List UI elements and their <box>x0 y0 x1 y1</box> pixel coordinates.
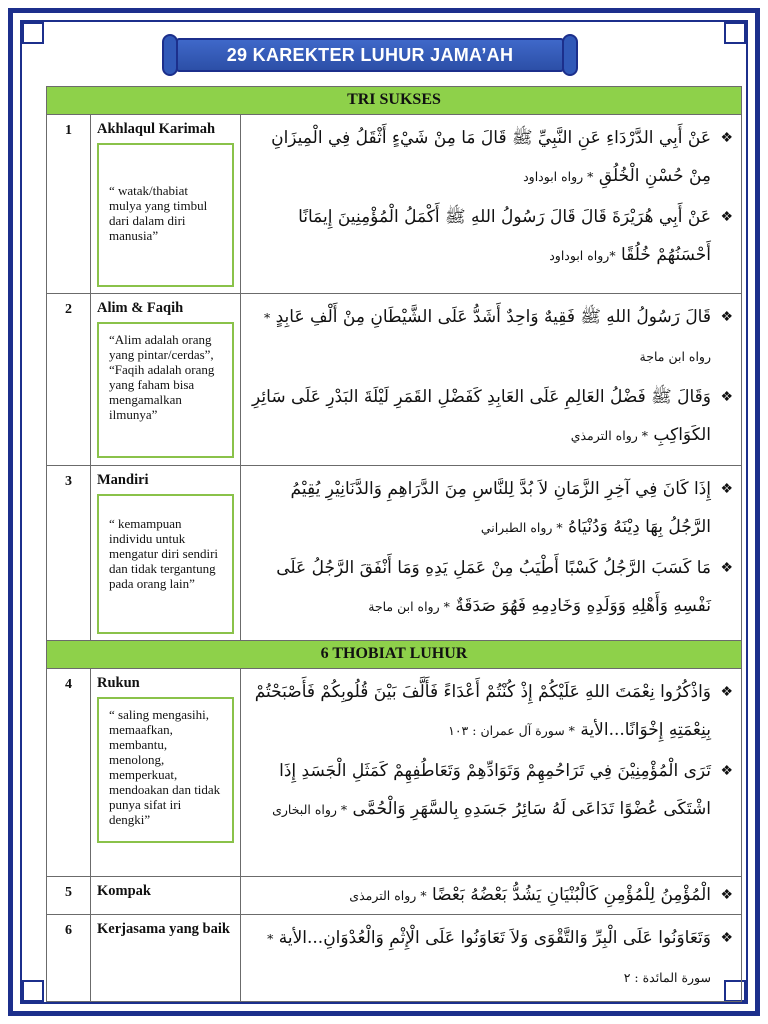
hadith-text: تَرَى الْمُؤْمِنِيْنَ فِي تَرَاحُمِهِمْ وَتَوَادِّهِمْ وَتَعَاطُفِهِمْ كَمَثَلِ الْجَسَدِ إِذَا اشْتَكَى عُضْوًا تَدَاعَى لَهُ سَائِرُ جَسَدِهِ بِالسَّهَرِ وَالْحُمَّى <box>279 761 711 819</box>
definition-box <box>97 143 234 287</box>
corner-ornament <box>22 980 44 1002</box>
hadith-item <box>249 673 733 750</box>
diamond-bullet-icon: ❖ <box>720 209 733 225</box>
definition-text: “ saling mengasihi, memaafkan, membantu, menolong, memperkuat, mendoakan dan tidak punya sifat iri dengki” <box>109 707 221 827</box>
trait-cell <box>91 115 241 294</box>
table-row <box>47 294 742 466</box>
table-row <box>47 466 742 641</box>
definition-box <box>97 697 234 843</box>
hadith-text: وَقَالَ ﷺ فَضْلُ العَالِمِ عَلَى العَابِدِ كَفَضْلِ القَمَرِ لَيْلَةَ البَدْرِ عَلَى سَائِرِ الكَوَاكِبِ <box>252 387 711 445</box>
hadith-item <box>249 881 733 910</box>
diamond-bullet-icon: ❖ <box>720 930 733 946</box>
page-title: 29 KAREKTER LUHUR JAMA’AH <box>176 38 564 72</box>
hadith-text: عَنْ أَبِي هُرَيْرَةَ قَالَ قَالَ رَسُولُ اللهِ ﷺ أَكْمَلُ الْمُؤْمِنِينَ إِيمَانًا أَحْسَنُهُمْ خُلُقًا <box>298 207 711 265</box>
trait-cell <box>91 294 241 466</box>
hadith-cell <box>241 115 742 294</box>
hadith-item <box>249 549 733 626</box>
hadith-text: الْمُؤْمِنُ لِلْمُؤْمِنِ كَالْبُنْيَانِ يَشُدُّ بَعْضُهُ بَعْضًا <box>431 885 711 905</box>
definition-text: “ kemampuan individu untuk mengatur diri sendiri dan tidak tergantung pada orang lain” <box>109 516 219 591</box>
table-row <box>47 115 742 294</box>
hadith-text: إِذَا كَانَ فِي آخِرِ الزَّمَانِ لاَ بُدَّ لِلنَّاسِ مِنَ الدَّرَاهِمِ وَالدَّنَانِيْرِ يُقِيْمُ الرَّجُلُ بِهَا دِيْنَهُ وَدُنْيَاهُ <box>290 479 711 537</box>
hadith-source: * رواه ابوداود <box>523 169 594 184</box>
row-number: 2 <box>47 294 91 466</box>
hadith-text: عَنْ أَبِي الدَّرْدَاءِ عَنِ النَّبِيِّ ﷺ قَالَ مَا مِنْ شَيْءٍ أَثْقَلُ فِي الْمِيزَانِ مِنْ حُسْنِ الْخُلُقِ <box>271 128 711 186</box>
hadith-source: * سورة آل عمران : ١٠٣ <box>448 723 575 738</box>
hadith-item <box>249 752 733 829</box>
diamond-bullet-icon: ❖ <box>720 130 733 146</box>
hadith-source: * سورة المائدة : ٢ <box>267 931 711 985</box>
trait-name: Akhlaqul Karimah <box>97 121 216 137</box>
title-banner <box>162 34 578 78</box>
hadith-item <box>249 919 733 997</box>
row-number: 1 <box>47 115 91 294</box>
section-header <box>47 641 742 669</box>
character-table <box>46 86 742 1002</box>
hadith-source: * رواه البخارى <box>272 802 348 817</box>
trait-name: Kerjasama yang baik <box>97 921 230 937</box>
hadith-item <box>249 298 733 376</box>
hadith-text: قَالَ رَسُولُ اللهِ ﷺ فَقِيهٌ وَاحِدٌ أَشَدُّ عَلَى الشَّيْطَانِ مِنْ أَلْفِ عَابِدٍ <box>275 307 711 327</box>
diamond-bullet-icon: ❖ <box>720 309 733 325</box>
section-title: 6 THOBIAT LUHUR <box>47 641 742 669</box>
trait-name: Mandiri <box>97 472 149 488</box>
hadith-source: * رواه الترمذي <box>570 428 648 443</box>
trait-cell <box>91 466 241 641</box>
section-header <box>47 87 742 115</box>
trait-name: Rukun <box>97 675 140 691</box>
trait-cell <box>91 877 241 915</box>
definition-box <box>97 494 234 634</box>
hadith-item <box>249 378 733 455</box>
hadith-cell <box>241 877 742 915</box>
hadith-source: * رواه ابن ماجة <box>368 599 450 614</box>
hadith-text: وَاذْكُرُوا نِعْمَتَ اللهِ عَلَيْكُمْ إِذْ كُنْتُمْ أَعْدَاءً فَأَلَّفَ بَيْنَ قُلُوبِكُمْ فَأَصْبَحْتُمْ بِنِعْمَتِهِ إِخْوَانًا...الأية <box>254 682 711 740</box>
row-number: 6 <box>47 915 91 1002</box>
trait-name: Alim & Faqih <box>97 300 184 316</box>
table-row <box>47 915 742 1002</box>
row-number: 5 <box>47 877 91 915</box>
row-number: 4 <box>47 669 91 877</box>
hadith-item <box>249 470 733 547</box>
hadith-item <box>249 198 733 275</box>
definition-text: “Alim adalah orang yang pintar/cerdas”, “Faqih adalah orang yang faham bisa mengamalkan ilmunya” <box>109 332 215 422</box>
hadith-source: * رواه ابن ماجة <box>263 310 711 364</box>
table-row <box>47 877 742 915</box>
section-title: TRI SUKSES <box>47 87 742 115</box>
hadith-cell <box>241 669 742 877</box>
diamond-bullet-icon: ❖ <box>720 481 733 497</box>
hadith-source: *رواه ابوداود <box>549 248 616 263</box>
hadith-item <box>249 119 733 196</box>
corner-ornament <box>22 22 44 44</box>
hadith-text: مَا كَسَبَ الرَّجُلُ كَسْبًا أَطْيَبُ مِنْ عَمَلِ يَدِهِ وَمَا أَنْفَقَ الرَّجُلُ عَلَى نَفْسِهِ وَأَهْلِهِ وَوَلَدِهِ وَخَادِمِهِ فَهُوَ صَدَقَةٌ <box>276 558 711 616</box>
definition-box <box>97 322 234 458</box>
trait-name: Kompak <box>97 883 151 899</box>
scroll-roll-right <box>562 34 578 76</box>
hadith-text: وَتَعَاوَنُوا عَلَى الْبِرِّ وَالتَّقْوَى وَلاَ تَعَاوَنُوا عَلَى الْإِثْمِ وَالْعُدْوَانِ...الأية <box>278 928 711 948</box>
definition-text: “ watak/thabiat mulya yang timbul dari dalam diri manusia” <box>109 183 208 243</box>
diamond-bullet-icon: ❖ <box>720 389 733 405</box>
row-number: 3 <box>47 466 91 641</box>
trait-cell <box>91 669 241 877</box>
trait-cell <box>91 915 241 1002</box>
diamond-bullet-icon: ❖ <box>720 684 733 700</box>
diamond-bullet-icon: ❖ <box>720 763 733 779</box>
hadith-cell <box>241 294 742 466</box>
hadith-source: * رواه الترمذى <box>349 888 427 903</box>
corner-ornament <box>724 22 746 44</box>
table-row <box>47 669 742 877</box>
hadith-cell <box>241 915 742 1002</box>
hadith-cell <box>241 466 742 641</box>
diamond-bullet-icon: ❖ <box>720 887 733 903</box>
hadith-source: * رواه الطبراني <box>480 520 563 535</box>
diamond-bullet-icon: ❖ <box>720 560 733 576</box>
